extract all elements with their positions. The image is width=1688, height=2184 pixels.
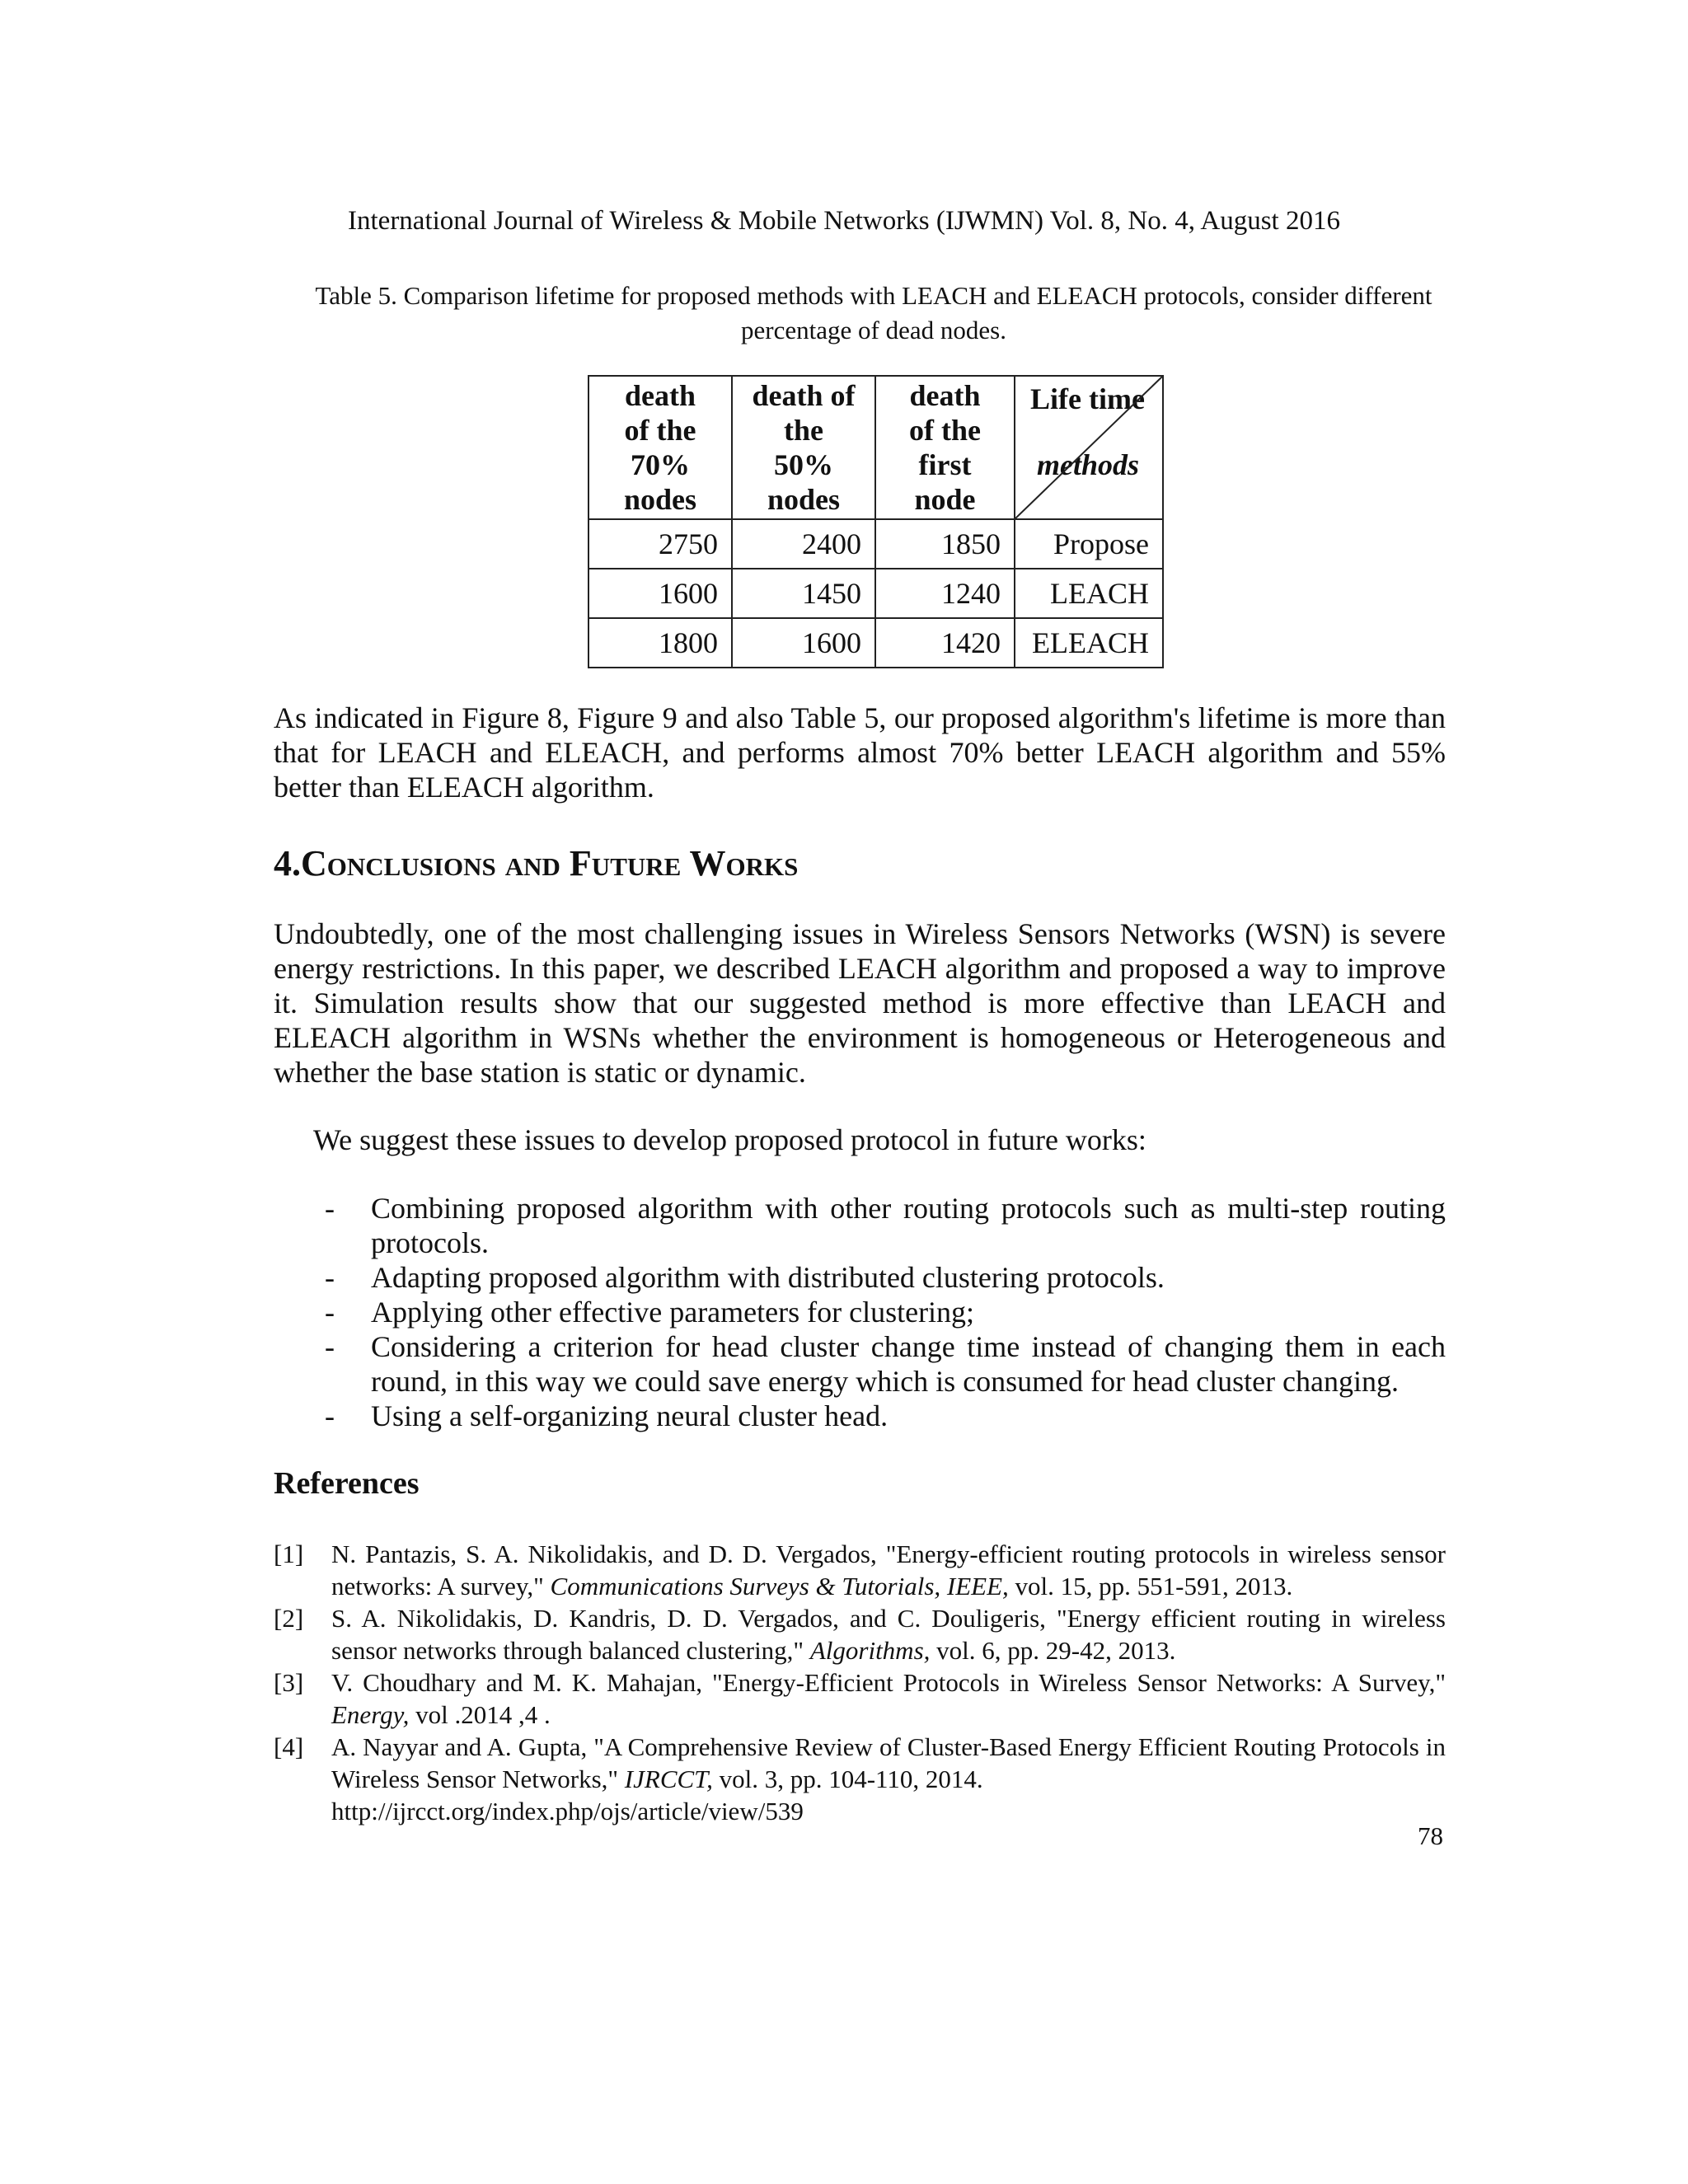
header-line: of the [624,414,696,447]
reference-venue: Energy, [331,1700,410,1729]
header-death-50 [732,376,875,519]
table-row [588,569,1163,618]
list-item [313,1295,1446,1329]
table-row [588,519,1163,569]
header-line: 50% [774,448,833,481]
reference-authors-title: A. Nayyar and A. Gupta, "A Comprehensive Review of Cluster-Based Energy Efficient Routing Protocols in Wireless Sensor Networks," [331,1732,1446,1793]
reference-venue: Algorithms, [809,1636,931,1665]
references-heading: References [274,1466,420,1501]
list-item-text: Using a self-organizing neural cluster head. [371,1399,889,1432]
list-item-text: Considering a criterion for head cluster change time instead of changing them in each round, in this way we could save energy which is consumed for head cluster changing. [371,1330,1446,1398]
page-number: 78 [1418,1821,1443,1850]
reference-number: [4] [274,1732,304,1761]
reference-details: vol. 6, pp. 29-42, 2013. [930,1636,1176,1665]
header-line: nodes [623,483,697,516]
cell-method: ELEACH [1015,618,1163,668]
results-paragraph: As indicated in Figure 8, Figure 9 and also Table 5, our proposed algorithm's lifetime is more than that for LEACH and ELEACH, and performs almost 70% better LEACH algorithm and 55% better than ELEACH algorithm. [274,701,1446,804]
list-item [313,1329,1446,1399]
reference-authors-title: S. A. Nikolidakis, D. Kandris, D. D. Vergados, and C. Douligeris, "Energy efficient routing in wireless sensor networks through balanced clustering," [331,1604,1446,1665]
cell-first: 1850 [875,519,1015,569]
header-line: death [624,379,696,412]
list-item-text: Combining proposed algorithm with other routing protocols such as multi-step routing protocols. [371,1192,1446,1259]
reference-url: http://ijrcct.org/index.php/ojs/article/view/539 [331,1797,804,1825]
table-header-row [588,376,1163,519]
header-line: 70% [631,448,690,481]
header-line: of the [909,414,981,447]
bullet-dash: - [325,1330,335,1363]
cell-d50: 1600 [732,618,875,668]
reference-details: vol. 3, pp. 104-110, 2014. [712,1765,983,1793]
cell-first: 1240 [875,569,1015,618]
header-line: node [914,483,976,516]
reference-details: vol .2014 ,4 . [409,1700,551,1729]
reference-authors-title: N. Pantazis, S. A. Nikolidakis, and D. D. Vergados, "Energy-efficient routing protocols in wireless sensor networks: A survey," [331,1540,1446,1601]
header-death-first [875,376,1015,519]
running-header: International Journal of Wireless & Mobile Networks (IJWMN) Vol. 8, No. 4, August 2016 [348,206,1340,236]
list-item [313,1260,1446,1295]
reference-number: [1] [274,1540,304,1568]
reference-details: vol. 15, pp. 551-591, 2013. [1008,1572,1293,1601]
reference-item [274,1602,1446,1666]
corner-methods-label: methods [1037,448,1140,481]
cell-d50: 1450 [732,569,875,618]
future-work-list [313,1191,1446,1433]
table-row [588,618,1163,668]
reference-venue: IJRCCT, [624,1765,713,1793]
cell-method: LEACH [1015,569,1163,618]
cell-d50: 2400 [732,519,875,569]
reference-item [274,1666,1446,1731]
bullet-dash: - [325,1399,335,1432]
cell-method: Propose [1015,519,1163,569]
bullet-dash: - [325,1261,335,1294]
header-line: first [918,448,972,481]
list-item-text: Applying other effective parameters for clustering; [371,1296,975,1329]
section-heading: 4.Conclusions and Future Works [274,843,799,883]
reference-authors-title: V. Choudhary and M. K. Mahajan, "Energy-Efficient Protocols in Wireless Sensor Networks: A Survey," [331,1668,1446,1697]
header-diagonal-corner [1015,376,1163,519]
cell-d70: 1800 [588,618,732,668]
lifetime-comparison-table [588,375,1164,668]
header-death-70 [588,376,732,519]
header-line: death of [752,379,856,412]
reference-number: [3] [274,1668,304,1697]
reference-list [274,1538,1446,1827]
list-item-text: Adapting proposed algorithm with distributed clustering protocols. [371,1261,1165,1294]
diagonal-line [1015,377,1162,518]
list-item [313,1399,1446,1433]
table-caption: Table 5. Comparison lifetime for proposed methods with LEACH and ELEACH protocols, consider different percentage of dead nodes. [315,281,1432,344]
cell-d70: 2750 [588,519,732,569]
cell-first: 1420 [875,618,1015,668]
reference-venue: Communications Surveys & Tutorials, IEEE, [550,1572,1009,1601]
reference-item [274,1731,1446,1827]
reference-number: [2] [274,1604,304,1633]
corner-life-time-label: Life time [1030,382,1145,415]
list-item [313,1191,1446,1260]
header-line: the [784,414,823,447]
conclusion-paragraph: Undoubtedly, one of the most challenging issues in Wireless Sensors Networks (WSN) is severe energy restrictions. In this paper, we described LEACH algorithm and proposed a way to improve it. Simulation results show that our suggested method is more effective than LEACH and ELEACH algorithm in WSNs whether the environment is homogeneous or Heterogeneous and whether the base station is static or dynamic. [274,917,1446,1089]
header-line: nodes [767,483,841,516]
bullet-dash: - [325,1192,335,1225]
header-line: death [909,379,981,412]
cell-d70: 1600 [588,569,732,618]
bullet-dash: - [325,1296,335,1329]
future-work-intro: We suggest these issues to develop proposed protocol in future works: [313,1123,1146,1156]
reference-item [274,1538,1446,1602]
